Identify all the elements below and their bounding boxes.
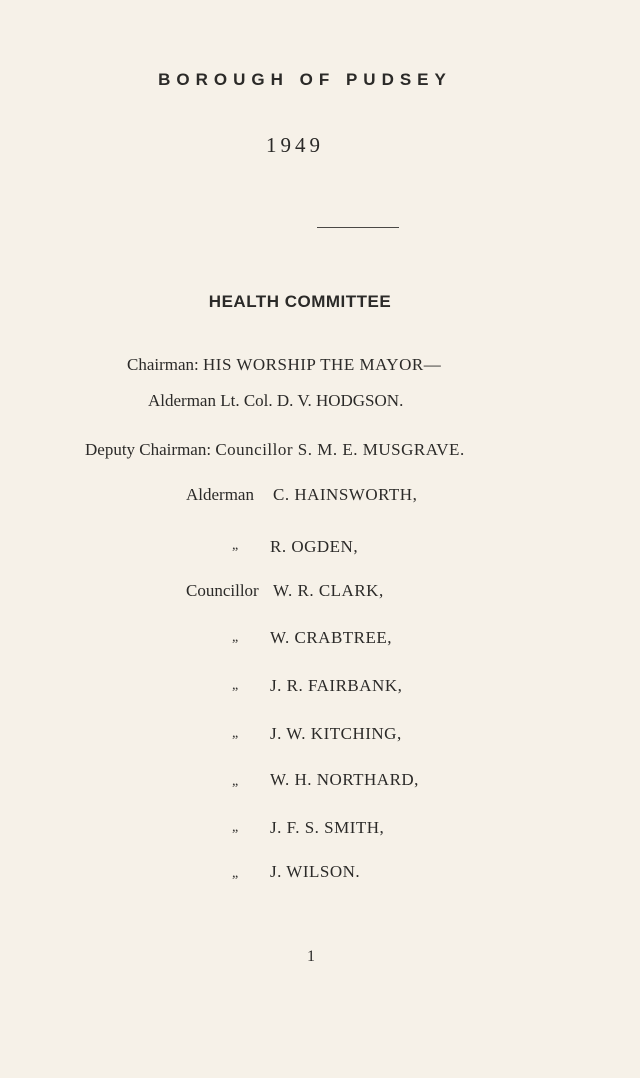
chairman-detail: Alderman Lt. Col. D. V. HODGSON. bbox=[148, 391, 404, 410]
ditto-mark: „ bbox=[232, 726, 239, 741]
deputy-label: Deputy Chairman: bbox=[85, 440, 212, 459]
councillor-name: W. R. CLARK, bbox=[273, 581, 384, 600]
alderman-name: R. OGDEN, bbox=[270, 537, 359, 556]
ditto-mark: „ bbox=[232, 630, 239, 645]
councillor-title: Councillor bbox=[186, 581, 259, 600]
chairman-line bbox=[127, 355, 441, 375]
councillor-name: W. CRABTREE, bbox=[270, 628, 393, 647]
chairman-name: HIS WORSHIP THE MAYOR— bbox=[203, 355, 442, 374]
alderman-name: C. HAINSWORTH, bbox=[273, 485, 418, 504]
year-heading: 1949 bbox=[266, 133, 324, 157]
committee-title: HEALTH COMMITTEE bbox=[208, 292, 392, 311]
deputy-name: Councillor S. M. E. MUSGRAVE. bbox=[215, 440, 465, 459]
ditto-mark: „ bbox=[232, 678, 239, 693]
deputy-chairman-line bbox=[85, 440, 465, 460]
borough-heading: BOROUGH OF PUDSEY bbox=[158, 70, 452, 89]
ditto-mark: „ bbox=[232, 820, 239, 835]
chairman-label: Chairman: bbox=[127, 355, 199, 374]
divider-rule bbox=[317, 227, 399, 228]
ditto-mark: „ bbox=[232, 774, 239, 789]
councillor-name: J. W. KITCHING, bbox=[270, 724, 402, 743]
ditto-mark: „ bbox=[232, 538, 239, 553]
councillor-name: J. R. FAIRBANK, bbox=[270, 676, 403, 695]
councillor-name: J. WILSON. bbox=[270, 862, 361, 881]
councillor-name: W. H. NORTHARD, bbox=[270, 770, 419, 789]
alderman-title: Alderman bbox=[186, 485, 254, 504]
ditto-mark: „ bbox=[232, 866, 239, 881]
page-number: 1 bbox=[307, 948, 315, 965]
councillor-name: J. F. S. SMITH, bbox=[270, 818, 385, 837]
